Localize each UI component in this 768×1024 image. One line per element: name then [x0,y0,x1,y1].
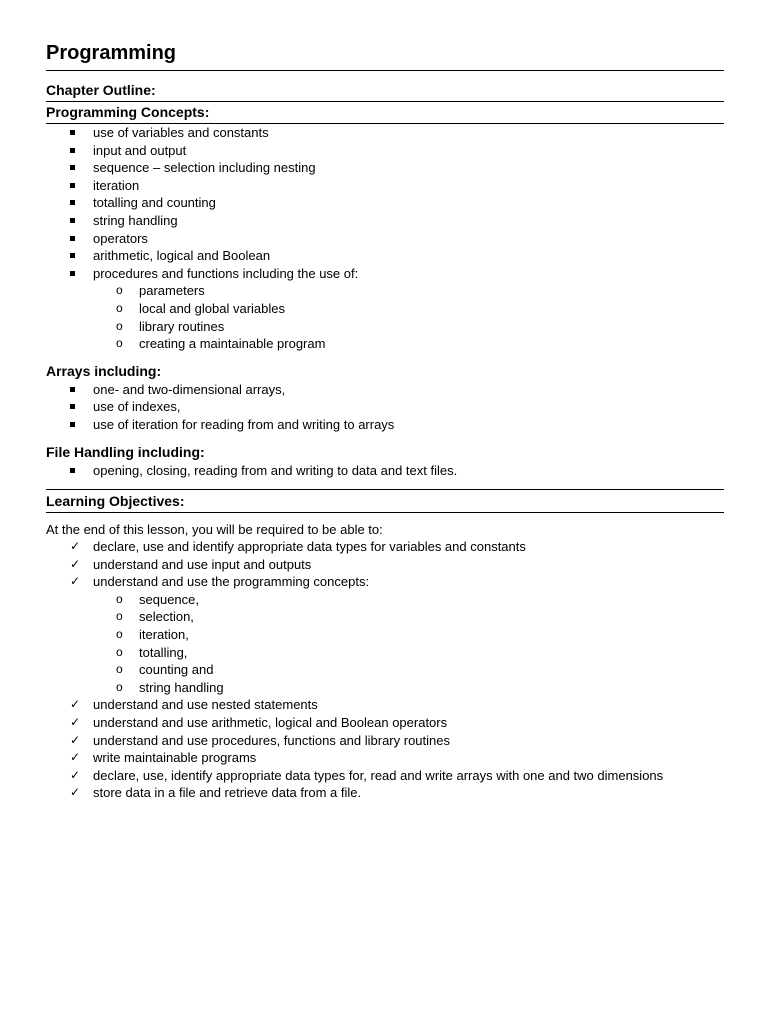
circle-bullet-icon: o [116,609,123,624]
list-item: one- and two-dimensional arrays, [46,381,724,399]
objectives-intro: At the end of this lesson, you will be required to be able to: [46,522,383,538]
square-bullet-icon [70,177,82,195]
arrays-heading: Arrays including: [46,362,162,379]
document-page [46,40,724,802]
check-icon: ✓ [70,697,81,712]
list-item: ✓ declare, use and identify appropriate data types for variables and constants [70,539,526,555]
file-handling-list [46,462,724,480]
procedures-sublist [93,282,724,352]
learning-objectives-list [46,538,724,802]
check-icon: ✓ [70,750,81,765]
square-bullet-icon [70,416,82,434]
square-bullet-icon [70,381,82,399]
learning-objectives-heading: Learning Objectives: [46,489,724,513]
list-item: totalling and counting [46,194,724,212]
list-item: ✓ declare, use, identify appropriate data types for, read and write arrays with one and two dimensions [70,767,664,783]
sub-list-item: o creating a maintainable program [116,336,326,352]
list-item: use of variables and constants [46,124,724,142]
circle-bullet-icon: o [116,591,123,606]
sub-list-item: o string handling [116,679,224,695]
check-icon: ✓ [70,785,81,800]
file-handling-heading: File Handling including: [46,443,205,460]
square-bullet-icon [70,247,82,265]
sub-list-item: o counting and [116,662,214,678]
square-bullet-icon [70,159,82,177]
circle-bullet-icon: o [116,662,123,677]
sub-list-item: o parameters [116,283,205,299]
list-item: ✓ understand and use procedures, functions and library routines [70,732,450,748]
list-item: ✓ store data in a file and retrieve data from a file. [70,785,362,801]
list-item: ✓ understand and use nested statements [70,697,318,713]
sub-list-item: o selection, [116,609,194,625]
circle-bullet-icon: o [116,336,123,351]
sub-list-item: o iteration, [116,627,189,643]
square-bullet-icon [70,398,82,416]
list-item: use of iteration for reading from and writing to arrays [46,416,724,434]
check-icon: ✓ [70,539,81,554]
programming-concepts-sublist [93,591,724,697]
check-icon: ✓ [70,767,81,782]
chapter-outline-heading: Chapter Outline: [46,79,724,102]
square-bullet-icon [70,265,82,283]
sub-list-item: o local and global variables [116,300,285,316]
list-item: use of indexes, [46,398,724,416]
square-bullet-icon [70,230,82,248]
list-item: string handling [46,212,724,230]
list-item: ✓ understand and use the programming concepts: o sequence, o selection, o iteration, o totalling, o counting and o string handling [46,573,724,696]
list-item: arithmetic, logical and Boolean [46,247,724,265]
check-icon: ✓ [70,732,81,747]
circle-bullet-icon: o [116,283,123,298]
sub-list-item: o library routines [116,318,225,334]
list-item: ✓ understand and use input and outputs [70,556,312,572]
check-icon: ✓ [70,556,81,571]
sub-list-item: o totalling, [116,644,188,660]
circle-bullet-icon: o [116,644,123,659]
square-bullet-icon [70,194,82,212]
list-item: operators [46,230,724,248]
list-item: ✓ write maintainable programs [70,750,257,766]
list-item: opening, closing, reading from and writing to data and text files. [46,462,724,480]
programming-concepts-list [46,124,724,353]
square-bullet-icon [70,462,82,480]
square-bullet-icon [70,142,82,160]
sub-list-item: o sequence, [116,591,199,607]
programming-concepts-heading: Programming Concepts: [46,102,724,124]
circle-bullet-icon: o [116,627,123,642]
list-item: procedures and functions including the use of: o parameters o local and global variables o library routines o creating a maintainable program [46,265,724,353]
circle-bullet-icon: o [116,300,123,315]
arrays-list [46,381,724,434]
list-item: ✓ understand and use arithmetic, logical and Boolean operators [70,715,448,731]
page-title: Programming [46,40,724,71]
circle-bullet-icon: o [116,679,123,694]
check-icon: ✓ [70,715,81,730]
check-icon: ✓ [70,574,81,589]
list-item: sequence – selection including nesting [46,159,724,177]
circle-bullet-icon: o [116,318,123,333]
list-item: iteration [46,177,724,195]
list-item: input and output [46,142,724,160]
square-bullet-icon [70,212,82,230]
square-bullet-icon [70,124,82,142]
